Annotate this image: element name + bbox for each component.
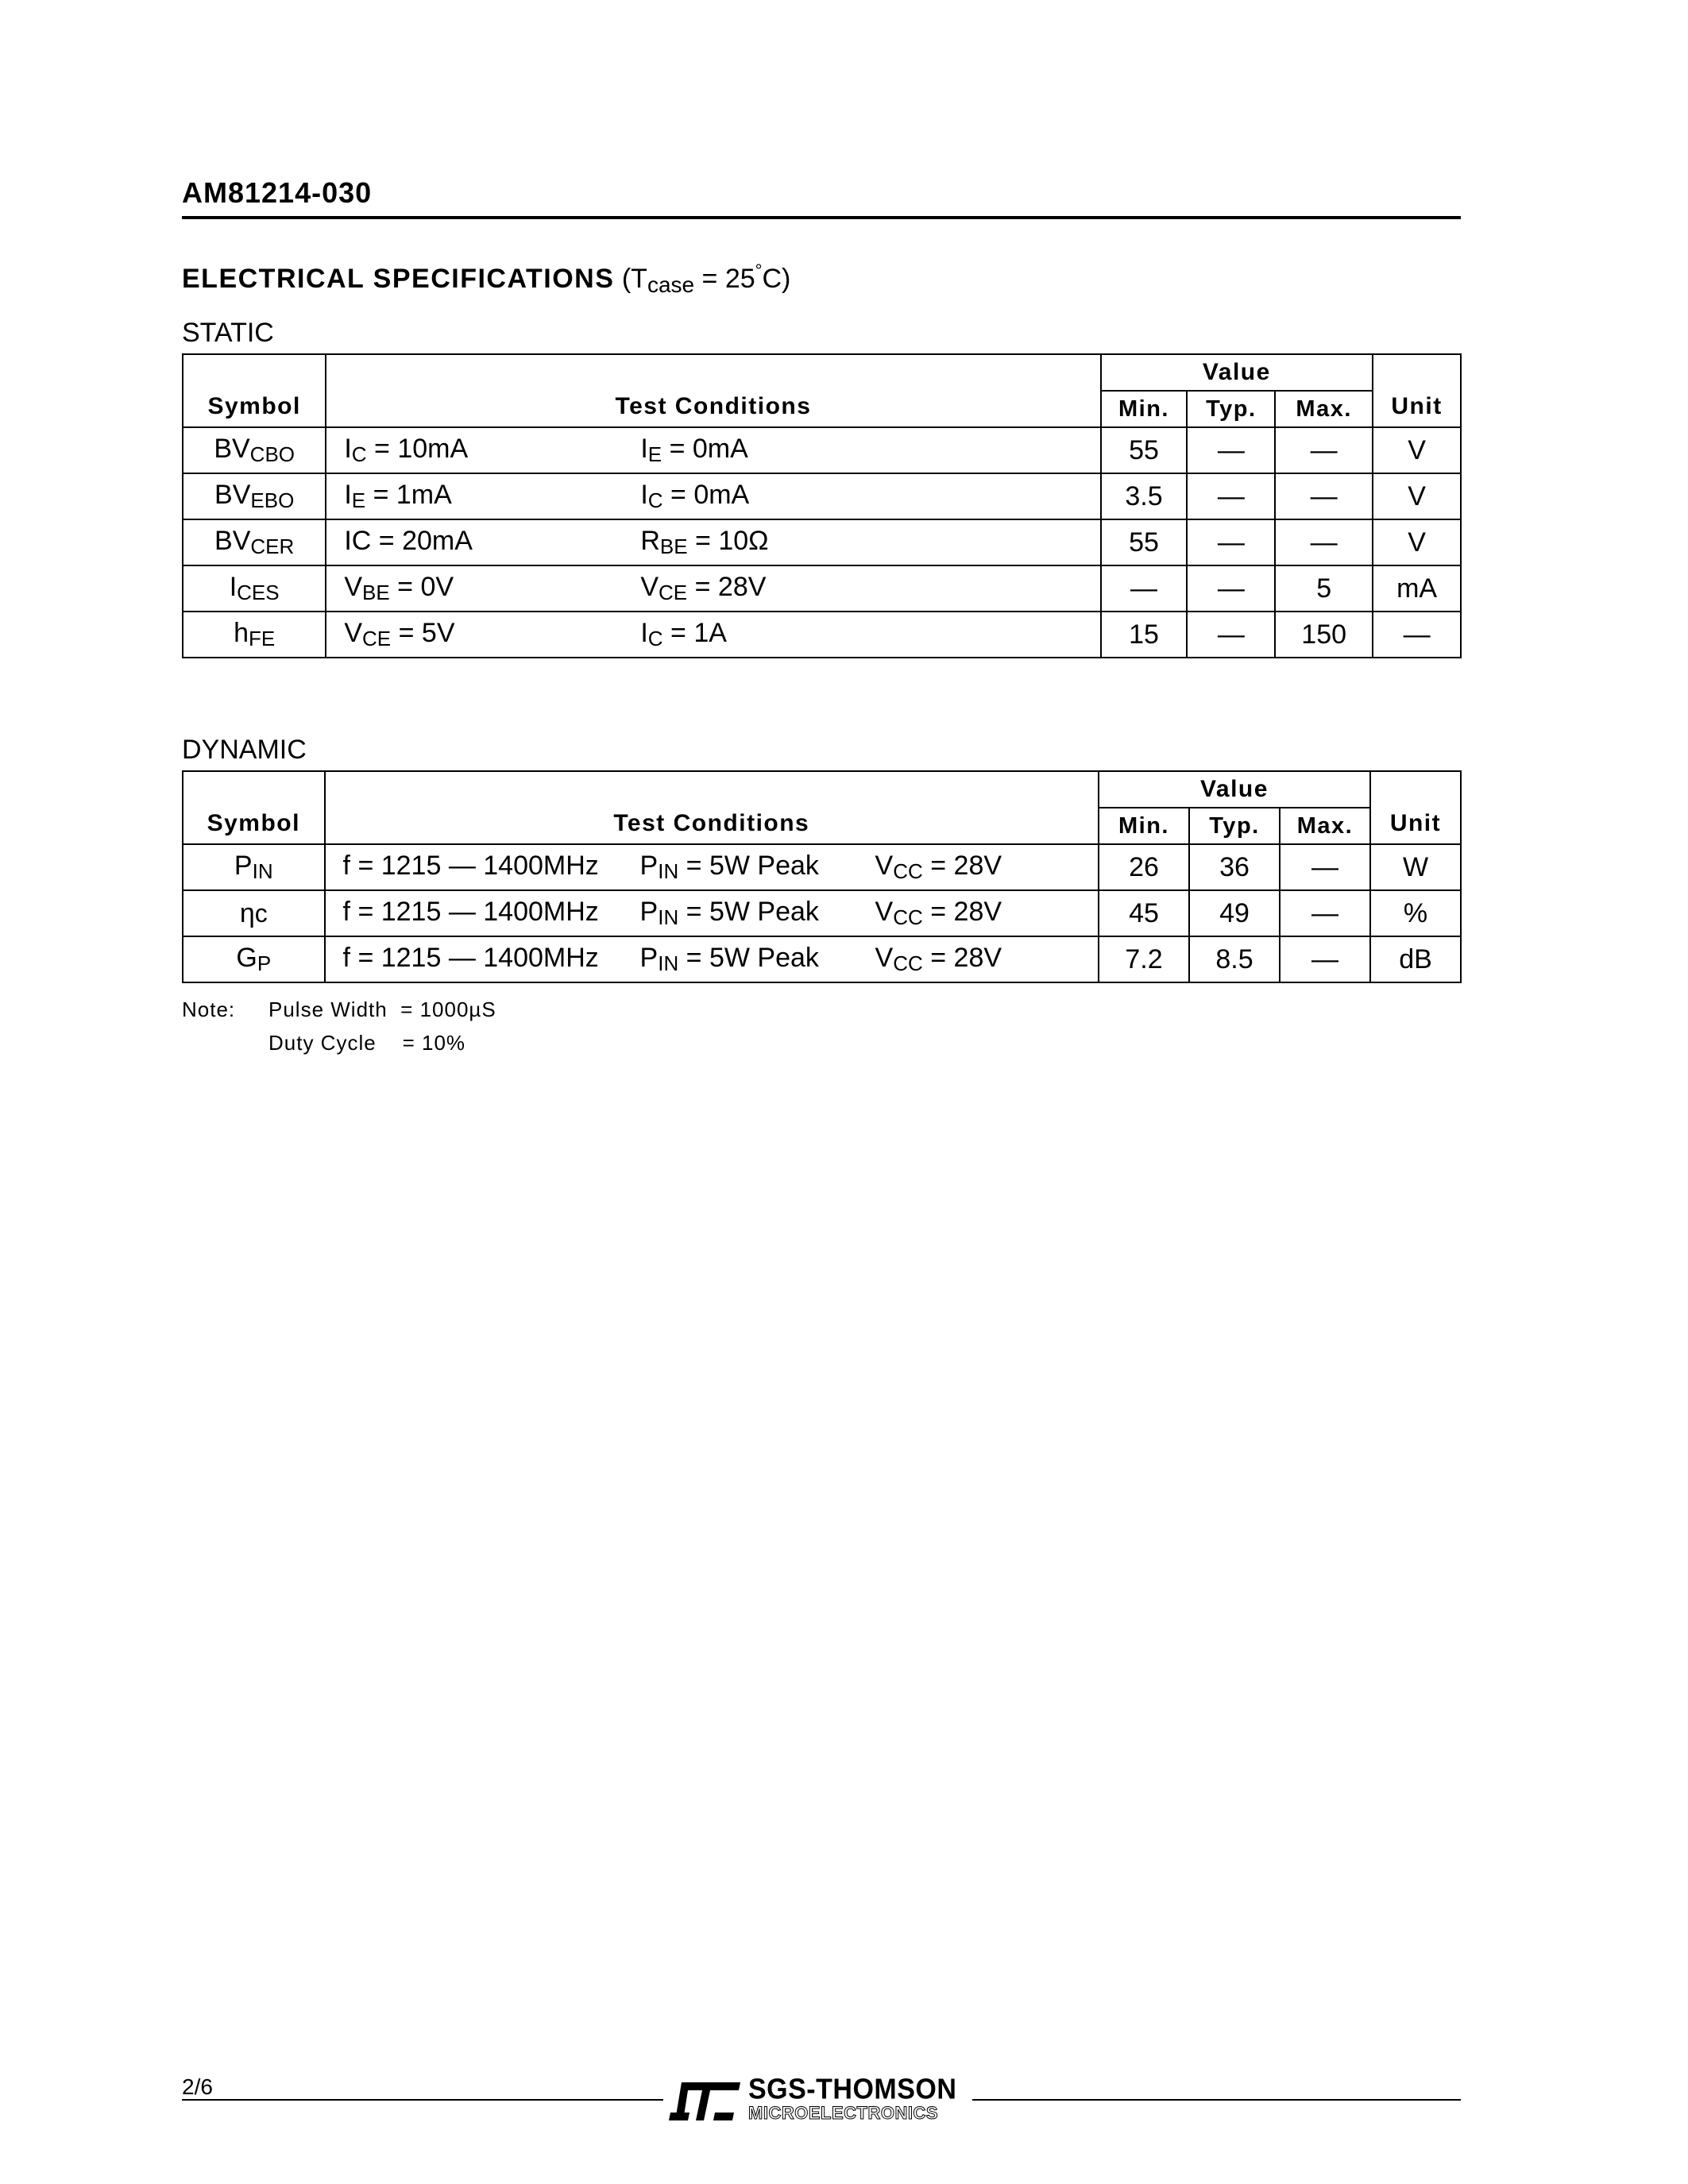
header-max: Max. [1280, 808, 1370, 844]
symbol-cell: $h_{FE}$ [183, 612, 326, 658]
typ-cell: 49 [1189, 890, 1280, 936]
min-cell: 55 [1101, 519, 1188, 565]
static-section-label: STATIC [182, 318, 274, 348]
header-symbol: Symbol [183, 354, 326, 427]
symbol-cell: $P_{IN}$ [183, 844, 325, 890]
header-typ: Typ. [1187, 391, 1275, 427]
conditions-cell: $V_{BE} = 0V$ $V_{CE} = 28V$ [326, 565, 1100, 612]
title-divider [182, 216, 1461, 219]
header-value: Value [1101, 354, 1373, 391]
unit-cell: V [1373, 427, 1461, 473]
logo-company-subtitle: MICROELECTRONICS [748, 2103, 938, 2123]
note-pulse-width: Pulse Width = 1000µS [268, 997, 496, 1021]
typ-cell: 8.5 [1189, 936, 1280, 982]
table-row [183, 936, 1461, 982]
max-cell: 5 [1275, 565, 1373, 612]
unit-cell: % [1370, 890, 1461, 936]
typ-cell: — [1187, 612, 1275, 658]
table-row [183, 612, 1461, 658]
min-cell: 15 [1101, 612, 1188, 658]
typ-cell: 36 [1189, 844, 1280, 890]
conditions-cell: f = 1215 — 1400MHz $P_{IN} = 5W$ Peak $V_{CC} = 28V$ [325, 844, 1099, 890]
symbol-cell: $G_P$ [183, 936, 325, 982]
max-cell: — [1280, 890, 1370, 936]
min-cell: 45 [1099, 890, 1189, 936]
conditions-cell: f = 1215 — 1400MHz $P_{IN} = 5W$ Peak $V_{CC} = 28V$ [325, 890, 1099, 936]
page-number: 2/6 [182, 2074, 213, 2099]
spec-heading-condition: $(T_{case} = 25^\circ C)$ [621, 260, 791, 297]
header-test-conditions: Test Conditions [326, 354, 1100, 427]
table-row [183, 565, 1461, 612]
conditions-cell: $I_E = 1mA$ $I_C = 0mA$ [326, 473, 1100, 519]
typ-cell: — [1187, 427, 1275, 473]
dynamic-section-label: DYNAMIC [182, 735, 307, 765]
max-cell: — [1275, 473, 1373, 519]
unit-cell: — [1373, 612, 1461, 658]
conditions-cell: $V_{CE} = 5V$ $I_C = 1A$ [326, 612, 1100, 658]
table-row [183, 473, 1461, 519]
typ-cell: — [1187, 519, 1275, 565]
typ-cell: — [1187, 565, 1275, 612]
symbol-cell: $I_{CES}$ [183, 565, 326, 612]
table-row [183, 844, 1461, 890]
st-logo-icon [666, 2076, 742, 2124]
conditions-cell: $I_C = 10mA$ $I_E = 0mA$ [326, 427, 1100, 473]
header-min: Min. [1099, 808, 1189, 844]
min-cell: 55 [1101, 427, 1188, 473]
max-cell: — [1275, 427, 1373, 473]
table-row [183, 519, 1461, 565]
table-row [183, 427, 1461, 473]
conditions-cell: f = 1215 — 1400MHz $P_{IN} = 5W$ Peak $V_{CC} = 28V$ [325, 936, 1099, 982]
footer-rule-left [182, 2099, 663, 2101]
spec-heading [182, 260, 790, 298]
dynamic-spec-table [182, 770, 1462, 983]
max-cell: 150 [1275, 612, 1373, 658]
header-max: Max. [1275, 391, 1373, 427]
max-cell: — [1280, 936, 1370, 982]
company-logo [666, 2074, 969, 2124]
symbol-cell: $BV_{CBO}$ [183, 427, 326, 473]
unit-cell: V [1373, 519, 1461, 565]
typ-cell: — [1187, 473, 1275, 519]
symbol-cell: $BV_{EBO}$ [183, 473, 326, 519]
min-cell: 3.5 [1101, 473, 1188, 519]
unit-cell: W [1370, 844, 1461, 890]
header-min: Min. [1101, 391, 1188, 427]
static-spec-table [182, 353, 1462, 658]
spec-heading-title: ELECTRICAL SPECIFICATIONS [182, 264, 615, 294]
unit-cell: dB [1370, 936, 1461, 982]
max-cell: — [1275, 519, 1373, 565]
min-cell: — [1101, 565, 1188, 612]
header-value: Value [1099, 771, 1370, 808]
footer-rule-right [972, 2099, 1461, 2101]
min-cell: 7.2 [1099, 936, 1189, 982]
max-cell: — [1280, 844, 1370, 890]
conditions-cell: IC = 20mA $R_{BE} = 10\Omega$ [326, 519, 1100, 565]
note-duty-cycle: Duty Cycle = 10% [268, 1031, 466, 1055]
header-unit: Unit [1373, 354, 1461, 427]
note-label: Note: [182, 997, 236, 1021]
min-cell: 26 [1099, 844, 1189, 890]
symbol-cell: ηc [183, 890, 325, 936]
document-title: AM81214-030 [182, 176, 373, 209]
header-unit: Unit [1370, 771, 1461, 844]
symbol-cell: $BV_{CER}$ [183, 519, 326, 565]
header-symbol: Symbol [183, 771, 325, 844]
table-row [183, 890, 1461, 936]
unit-cell: V [1373, 473, 1461, 519]
header-typ: Typ. [1189, 808, 1280, 844]
header-test-conditions: Test Conditions [325, 771, 1099, 844]
logo-company-name: SGS-THOMSON [748, 2074, 957, 2105]
unit-cell: mA [1373, 565, 1461, 612]
